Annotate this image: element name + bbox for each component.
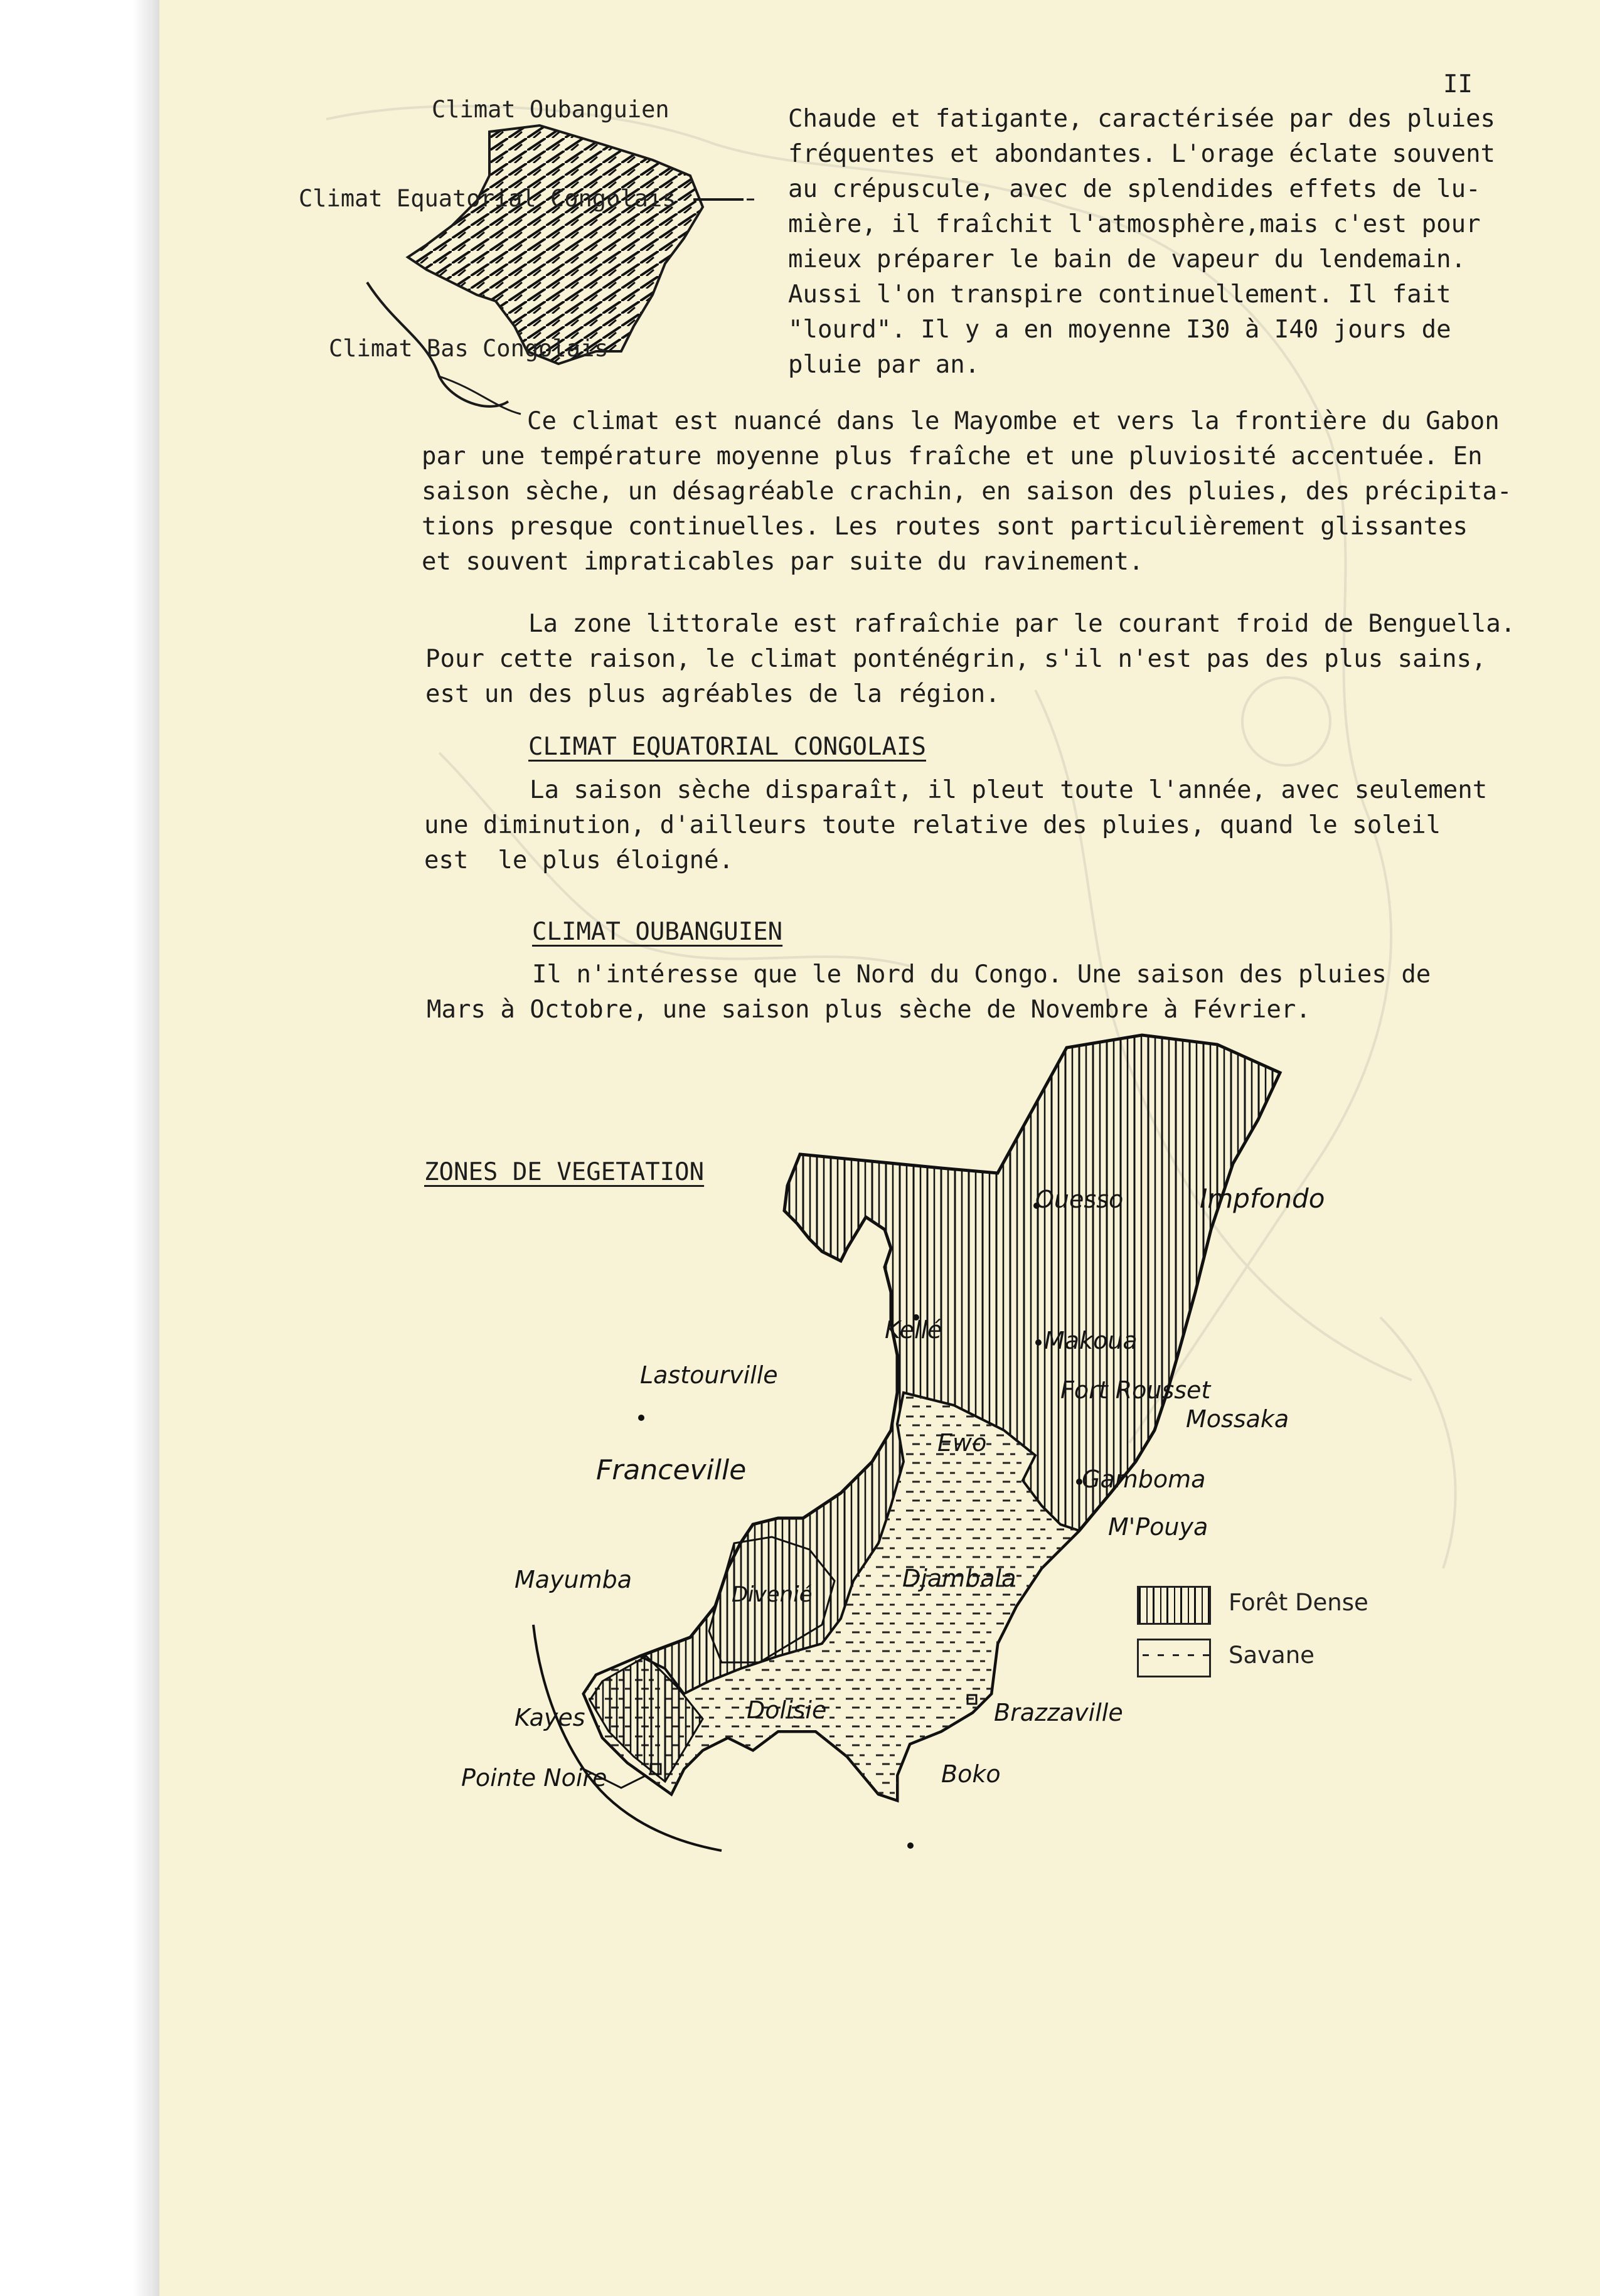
- text-line: mieux préparer le bain de vapeur du lendemain.: [788, 245, 1466, 274]
- place-makoua: Makoua: [1044, 1327, 1138, 1354]
- text-line: La saison sèche disparaît, il pleut toute l'année, avec seulement: [530, 776, 1488, 804]
- legend-savanna-swatch: [1137, 1639, 1211, 1677]
- place-djambala: Djambala: [902, 1565, 1016, 1592]
- text-line: Mars à Octobre, une saison plus sèche de Novembre à Février.: [427, 996, 1311, 1024]
- heading-climat-equatorial: CLIMAT EQUATORIAL CONGOLAIS: [528, 733, 926, 761]
- text-line: mière, il fraîchit l'atmosphère,mais c'est pour: [788, 210, 1481, 238]
- text-line: est le plus éloigné.: [424, 846, 734, 874]
- paragraph-mayombe: [422, 404, 1512, 580]
- place-mayumba: Mayumba: [515, 1566, 632, 1593]
- text-line: pluie par an.: [788, 351, 980, 379]
- place-mossaka: Mossaka: [1186, 1405, 1289, 1433]
- place-divenie: Divenié: [732, 1582, 813, 1607]
- paragraph-oubanguien: [427, 957, 1431, 1028]
- page-number: II: [1443, 70, 1473, 98]
- label-climat-oubanguien: Climat Oubanguien: [432, 96, 669, 123]
- place-fort-rousset: Fort Rousset: [1060, 1376, 1211, 1404]
- place-brazzaville: Brazzaville: [994, 1699, 1123, 1726]
- place-kayes: Kayes: [515, 1704, 585, 1731]
- heading-zones-vegetation: ZONES DE VEGETATION: [424, 1158, 705, 1186]
- legend-savanna-label: Savane: [1229, 1642, 1315, 1669]
- place-boko: Boko: [941, 1760, 1001, 1788]
- text-line: saison sèche, un désagréable crachin, en saison des pluies, des précipita-: [422, 477, 1512, 506]
- label-climat-bas-congolais: Climat Bas Congolais: [329, 335, 609, 362]
- place-pointe-noire: Pointe Noire: [461, 1764, 607, 1792]
- text-line: par une température moyenne plus fraîche et une pluviosité accentuée. En: [422, 442, 1483, 470]
- place-ouesso: Ouesso: [1035, 1186, 1124, 1213]
- place-ewo: Ewo: [937, 1429, 987, 1457]
- text-line: La zone littorale est rafraîchie par le courant froid de Benguella.: [528, 610, 1516, 638]
- place-impfondo: Impfondo: [1200, 1183, 1325, 1214]
- text-line: fréquentes et abondantes. L'orage éclate souvent: [788, 140, 1496, 168]
- text-line: Pour cette raison, le climat ponténégrin, s'il n'est pas des plus sains,: [425, 645, 1486, 673]
- text-line: tions presque continuelles. Les routes sont particulièrement glissantes: [422, 513, 1468, 541]
- text-line: au crépuscule, avec de splendides effets de lu-: [788, 175, 1481, 203]
- text-line: une diminution, d'ailleurs toute relative des pluies, quand le soleil: [424, 811, 1441, 839]
- place-mpouya: M'Pouya: [1108, 1513, 1208, 1541]
- vegetation-map: [533, 1035, 1280, 1851]
- text-line: "lourd". Il y a en moyenne I30 à I40 jours de: [788, 316, 1451, 344]
- text-line: est un des plus agréables de la région.: [425, 680, 1000, 708]
- text-line: Ce climat est nuancé dans le Mayombe et vers la frontière du Gabon: [527, 407, 1500, 435]
- place-kelle: Kellé: [885, 1316, 942, 1344]
- heading-climat-oubanguien: CLIMAT OUBANGUIEN: [532, 918, 783, 946]
- legend-forest-swatch: [1137, 1586, 1211, 1625]
- text-line: Il n'intéresse que le Nord du Congo. Une saison des pluies de: [532, 960, 1431, 989]
- paragraph-littoral: [425, 607, 1515, 712]
- text-line: Chaude et fatigante, caractérisée par des pluies: [788, 105, 1496, 133]
- climate-sketch-map: [367, 125, 756, 414]
- place-gamboma: Gamboma: [1082, 1465, 1206, 1493]
- right-column-text: [788, 102, 1495, 383]
- paragraph-equatorial: [424, 773, 1487, 878]
- label-climat-equatorial: Climat Equatorial Congolais: [299, 185, 676, 212]
- place-lastourville: Lastourville: [640, 1361, 778, 1389]
- text-line: et souvent impraticables par suite du ravinement.: [422, 548, 1144, 576]
- place-franceville: Franceville: [596, 1454, 747, 1486]
- text-line: Aussi l'on transpire continuellement. Il fait: [788, 280, 1451, 309]
- legend-forest-label: Forêt Dense: [1229, 1589, 1368, 1616]
- place-dolisie: Dolisie: [747, 1696, 827, 1724]
